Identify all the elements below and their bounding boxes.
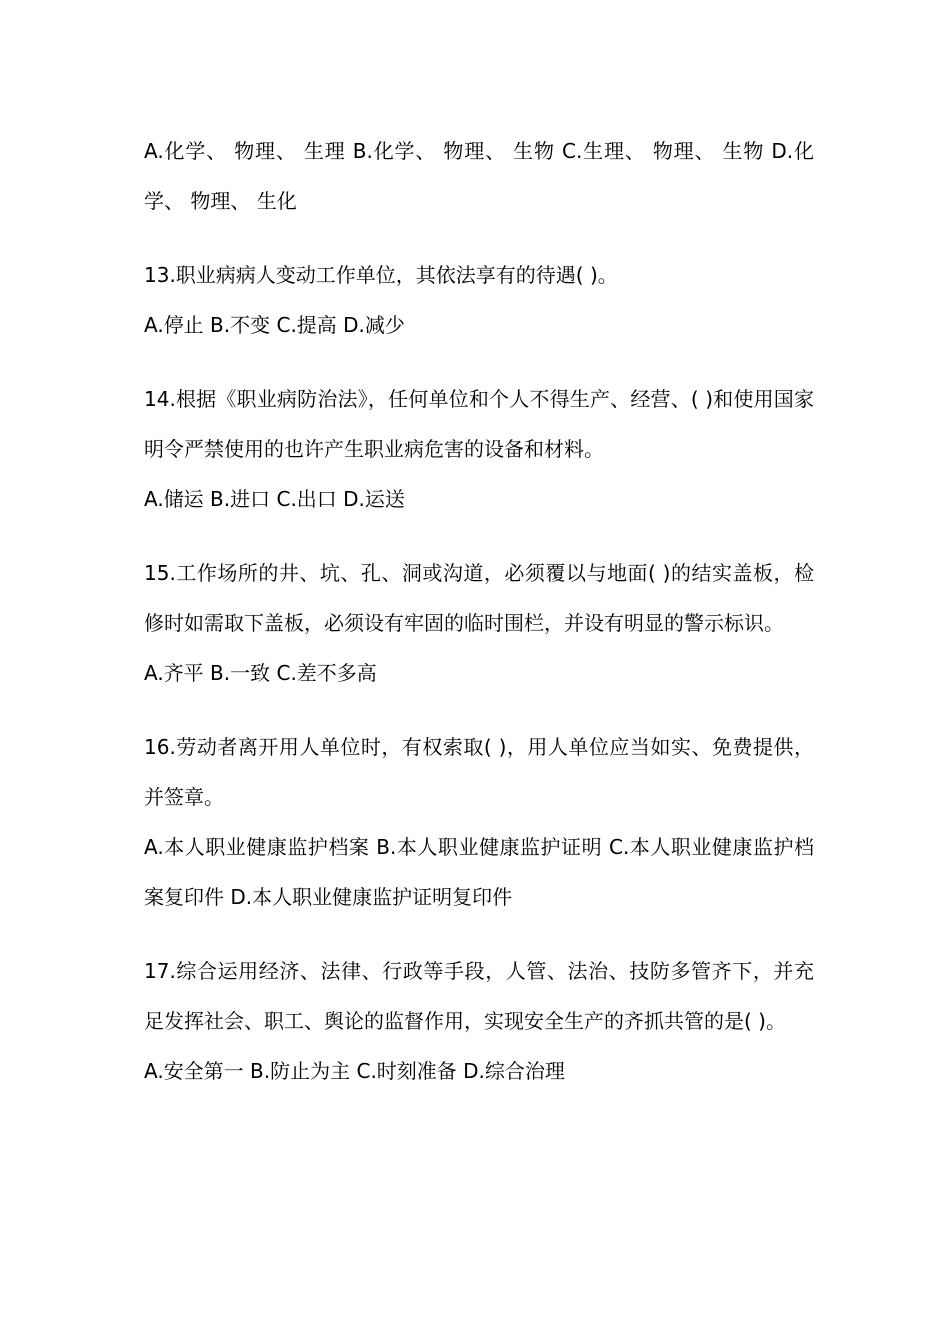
question-13-block [144,250,814,350]
block-gap [144,524,814,548]
question-17-block [144,946,814,1096]
question-14-text: 14.根据《职业病防治法》，任何单位和个人不得生产、经营、( )和使用国家明令严禁使用的也许产生职业病危害的设备和材料。 [144,387,814,461]
question-15-options: A.齐平 B.一致 C.差不多高 [144,661,377,685]
block-gap [144,698,814,722]
question-12-options: A.化学、 物理、 生理 B.化学、 物理、 生物 C.生理、 物理、 生物 D.化学、 物理、 生化 [144,139,814,213]
document-content [144,126,814,1096]
block-gap [144,226,814,250]
question-12-block [144,126,814,226]
question-13-text: 13.职业病病人变动工作单位，其依法享有的待遇( )。 [144,263,618,287]
block-gap [144,350,814,374]
question-17-options: A.安全第一 B.防止为主 C.时刻准备 D.综合治理 [144,1059,565,1083]
question-16-block [144,722,814,922]
question-14-block [144,374,814,524]
question-15-block [144,548,814,698]
question-14-options: A.储运 B.进口 C.出口 D.运送 [144,487,405,511]
question-17-text: 17.综合运用经济、法律、行政等手段，人管、法治、技防多管齐下，并充足发挥社会、职工、舆论的监督作用，实现安全生产的齐抓共管的是( )。 [144,959,814,1033]
block-gap [144,922,814,946]
question-16-text: 16.劳动者离开用人单位时，有权索取( )，用人单位应当如实、免费提供，并签章。 [144,735,814,809]
question-16-options: A.本人职业健康监护档案 B.本人职业健康监护证明 C.本人职业健康监护档案复印件 D.本人职业健康监护证明复印件 [144,835,814,909]
question-13-options: A.停止 B.不变 C.提高 D.减少 [144,313,405,337]
question-15-text: 15.工作场所的井、坑、孔、洞或沟道，必须覆以与地面( )的结实盖板，检修时如需取下盖板，必须设有牢固的临时围栏，并设有明显的警示标识。 [144,561,814,635]
